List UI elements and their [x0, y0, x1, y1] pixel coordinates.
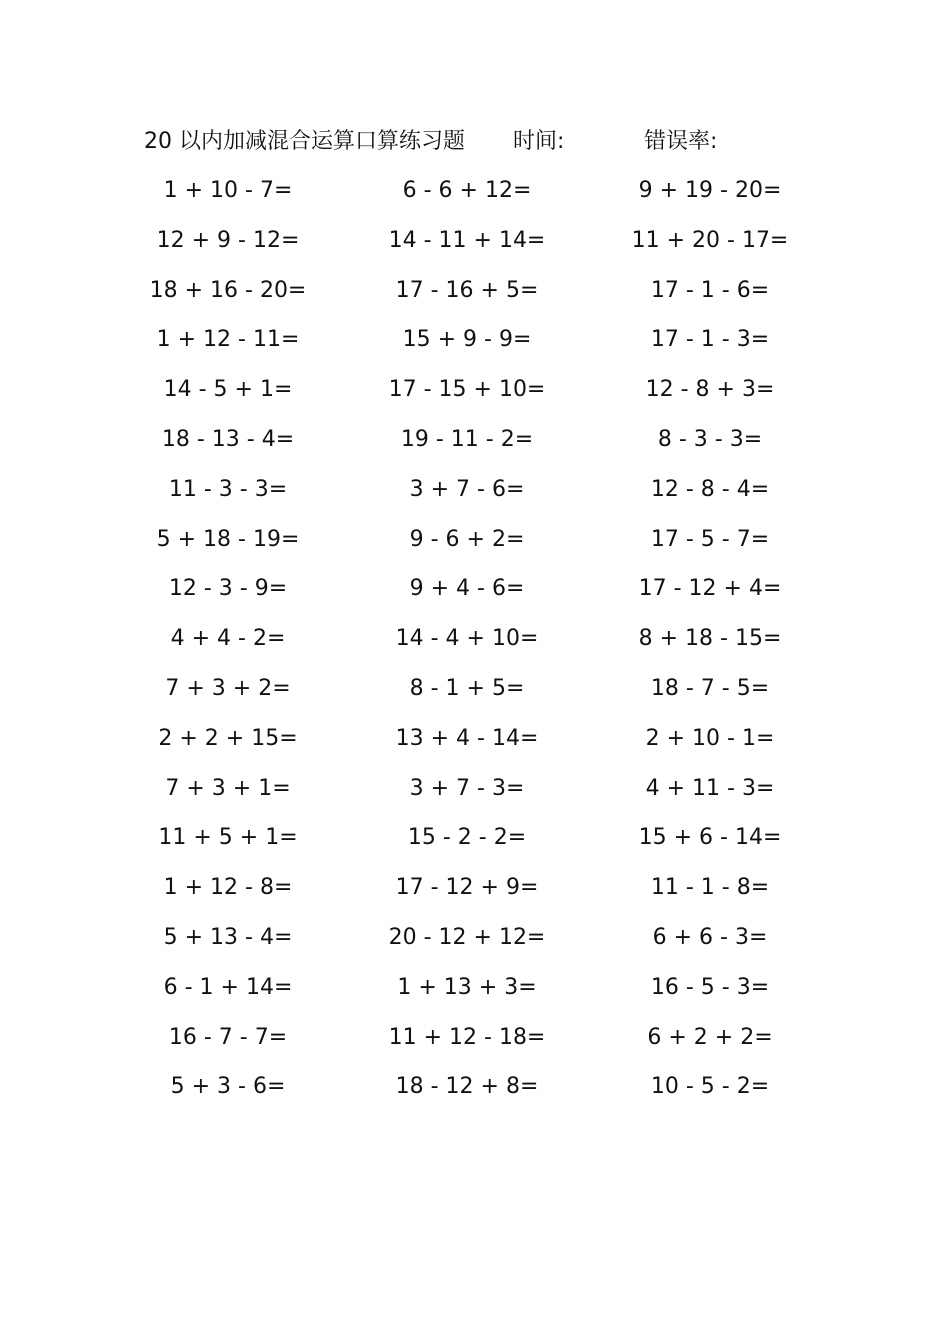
- math-problem: 12 - 3 - 9=: [168, 576, 288, 602]
- worksheet-header: [144, 124, 804, 160]
- math-problem: 1 + 10 - 7=: [163, 178, 293, 203]
- time-label: 时间:: [513, 129, 565, 154]
- math-problem: 16 - 5 - 3=: [650, 974, 770, 1000]
- math-problem: 17 - 15 + 10=: [388, 377, 546, 403]
- problem-row: [0, 771, 950, 821]
- math-problem: 4 + 4 - 2=: [170, 626, 286, 652]
- math-problem: 6 + 6 - 3=: [652, 924, 768, 950]
- problem-row: [0, 1020, 950, 1070]
- problem-row: [0, 920, 950, 970]
- math-problem: 18 + 16 - 20=: [149, 277, 307, 303]
- math-problem: 6 - 1 + 14=: [163, 974, 293, 1000]
- math-problem: 8 - 3 - 3=: [657, 426, 763, 452]
- problem-row: [0, 372, 950, 422]
- math-problem: 3 + 7 - 6=: [409, 476, 525, 502]
- error-rate-label: 错误率:: [644, 129, 718, 154]
- math-problem: 14 - 11 + 14=: [388, 227, 546, 253]
- math-problem: 4 + 11 - 3=: [645, 775, 775, 801]
- math-problem: 19 - 11 - 2=: [400, 426, 534, 452]
- math-problem: 11 - 1 - 8=: [650, 875, 770, 901]
- math-problem: 16 - 7 - 7=: [168, 1024, 288, 1050]
- problem-row: [0, 621, 950, 671]
- math-problem: 18 - 7 - 5=: [650, 675, 770, 701]
- math-problem: 11 - 3 - 3=: [168, 476, 288, 502]
- math-problem: 17 - 1 - 6=: [650, 277, 770, 303]
- math-problem: 11 + 5 + 1=: [158, 825, 298, 851]
- problem-row: [0, 223, 950, 273]
- math-problem: 17 - 5 - 7=: [650, 526, 770, 552]
- math-problem: 15 - 2 - 2=: [407, 825, 527, 851]
- problem-row: [0, 273, 950, 323]
- worksheet-title: 20 以内加减混合运算口算练习题: [144, 129, 465, 154]
- problem-row: [0, 322, 950, 372]
- math-problem: 10 - 5 - 2=: [650, 1074, 770, 1100]
- math-problem: 8 - 1 + 5=: [409, 675, 525, 701]
- math-problem: 12 + 9 - 12=: [156, 227, 300, 253]
- math-problem: 20 - 12 + 12=: [388, 924, 546, 950]
- problem-row: [0, 820, 950, 870]
- math-problem: 1 + 12 - 11=: [156, 327, 300, 353]
- problem-grid: [0, 173, 950, 1119]
- math-problem: 9 - 6 + 2=: [409, 526, 525, 552]
- math-problem: 5 + 13 - 4=: [163, 924, 293, 950]
- problem-row: [0, 721, 950, 771]
- math-problem: 7 + 3 + 1=: [165, 775, 291, 801]
- math-problem: 2 + 2 + 15=: [158, 725, 298, 751]
- problem-row: [0, 173, 950, 223]
- problem-row: [0, 1069, 950, 1119]
- math-problem: 17 - 12 + 4=: [638, 576, 782, 602]
- math-problem: 9 + 19 - 20=: [638, 178, 782, 203]
- math-problem: 11 + 20 - 17=: [631, 227, 789, 253]
- math-problem: 7 + 3 + 2=: [165, 675, 291, 701]
- math-problem: 12 - 8 + 3=: [645, 377, 775, 403]
- math-problem: 5 + 3 - 6=: [170, 1074, 286, 1100]
- problem-row: [0, 671, 950, 721]
- math-problem: 8 + 18 - 15=: [638, 626, 782, 652]
- problem-row: [0, 970, 950, 1020]
- problem-row: [0, 522, 950, 572]
- math-problem: 1 + 12 - 8=: [163, 875, 293, 901]
- math-problem: 18 - 12 + 8=: [395, 1074, 539, 1100]
- math-problem: 9 + 4 - 6=: [409, 576, 525, 602]
- math-problem: 2 + 10 - 1=: [645, 725, 775, 751]
- math-problem: 14 - 4 + 10=: [395, 626, 539, 652]
- math-problem: 13 + 4 - 14=: [395, 725, 539, 751]
- problem-row: [0, 870, 950, 920]
- math-problem: 15 + 9 - 9=: [402, 327, 532, 353]
- math-problem: 17 - 1 - 3=: [650, 327, 770, 353]
- math-problem: 17 - 12 + 9=: [395, 875, 539, 901]
- math-problem: 15 + 6 - 14=: [638, 825, 782, 851]
- math-problem: 6 - 6 + 12=: [402, 178, 532, 203]
- problem-row: [0, 422, 950, 472]
- math-problem: 1 + 13 + 3=: [397, 974, 537, 1000]
- math-problem: 17 - 16 + 5=: [395, 277, 539, 303]
- math-problem: 14 - 5 + 1=: [163, 377, 293, 403]
- math-problem: 18 - 13 - 4=: [161, 426, 295, 452]
- math-problem: 5 + 18 - 19=: [156, 526, 300, 552]
- math-problem: 6 + 2 + 2=: [647, 1024, 773, 1050]
- problem-row: [0, 472, 950, 522]
- math-problem: 3 + 7 - 3=: [409, 775, 525, 801]
- math-problem: 12 - 8 - 4=: [650, 476, 770, 502]
- problem-row: [0, 571, 950, 621]
- math-problem: 11 + 12 - 18=: [388, 1024, 546, 1050]
